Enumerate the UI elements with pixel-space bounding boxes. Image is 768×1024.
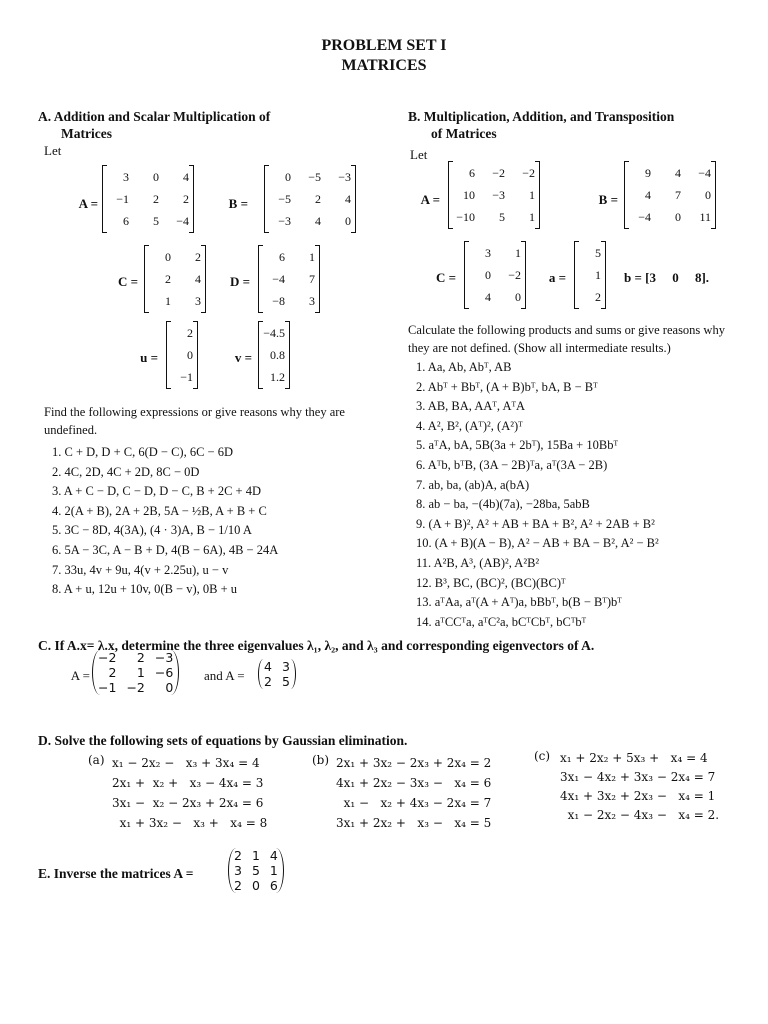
list-item: 10. (A + B)(A − B), A² − AB + BA − B², A² − B² xyxy=(416,536,659,551)
matrix-entry: 3 xyxy=(195,293,201,308)
matrix-entry: 4 xyxy=(345,191,351,206)
section-b-let: Let xyxy=(410,147,428,162)
section-b-heading: B. Multiplication, Addition, and Transposition xyxy=(408,109,675,124)
b-matrix-A-label: A = xyxy=(420,192,440,207)
list-item: 3. AB, BA, AAᵀ, AᵀA xyxy=(416,399,526,414)
matrix-entry: 2 xyxy=(234,848,242,863)
matrix-entry: 0 xyxy=(675,209,681,224)
matrix-entry: 7 xyxy=(309,271,315,286)
section-c-heading: C. If A.x= λ.x, determine the three eigenvalues λ₁, λ₂, and λ₃ and corresponding eigenvectors of A. xyxy=(38,638,595,653)
matrix-entry: 0 xyxy=(251,878,260,893)
matrix-entry: 2 xyxy=(595,289,601,304)
b-matrix-C-label: C = xyxy=(435,270,456,285)
b-vector-a xyxy=(574,242,606,308)
a-vector-v xyxy=(258,322,290,388)
section-b-problem-list xyxy=(416,358,659,632)
c-matrix-A xyxy=(92,650,179,695)
matrix-entry: 0 xyxy=(165,680,174,695)
c-matrix-A-label: A = xyxy=(70,668,90,683)
matrix-entry: 0.8 xyxy=(270,347,285,362)
matrix-entry: 1 xyxy=(595,267,601,282)
matrix-entry: 5 xyxy=(251,863,260,878)
a-matrix-A xyxy=(102,166,194,232)
matrix-entry: −2 xyxy=(522,165,535,180)
matrix-entry: 2 xyxy=(234,878,242,893)
matrix-entry: 5 xyxy=(153,213,159,228)
matrix-entry: −4 xyxy=(698,165,711,180)
matrix-entry: 1.2 xyxy=(270,369,285,384)
list-item: x₁ + 3x₂ − x₃ + x₄ = 8 xyxy=(112,816,268,830)
section-a-heading: A. Addition and Scalar Multiplication of xyxy=(38,109,271,124)
matrix-entry: −1 xyxy=(180,369,193,384)
matrix-entry: 1 xyxy=(529,187,535,202)
b-vector-a-label: a = xyxy=(548,270,566,285)
matrix-entry: 0 xyxy=(705,187,711,202)
section-a-problem-list xyxy=(52,443,278,600)
matrix-entry: −10 xyxy=(456,209,475,224)
matrix-entry: −2 xyxy=(508,267,521,282)
matrix-entry: −2 xyxy=(98,650,117,665)
matrix-entry: 4 xyxy=(264,659,272,674)
list-item: x₁ − 2x₂ − 4x₃ − x₄ = 2. xyxy=(560,808,720,822)
list-item: 12. B³, BC, (BC)², (BC)(BC)ᵀ xyxy=(416,575,566,590)
matrix-entry: 1 xyxy=(309,249,315,264)
matrix-entry: 1 xyxy=(136,665,145,680)
matrix-entry: 1 xyxy=(269,863,278,878)
matrix-entry: −3 xyxy=(338,169,351,184)
matrix-entry: 4 xyxy=(195,271,201,286)
list-item: 6. Aᵀb, bᵀB, (3A − 2B)ᵀa, aᵀ(3A − 2B) xyxy=(416,457,608,472)
matrix-entry: 4 xyxy=(645,187,651,202)
list-item: 3. A + C − D, C − D, D − C, B + 2C + 4D xyxy=(52,484,261,499)
matrix-entry: −6 xyxy=(154,665,174,680)
matrix-entry: 5 xyxy=(499,209,505,224)
list-item: 1. C + D, D + C, 6(D − C), 6C − 6D xyxy=(52,445,233,459)
a-matrix-C-label: C = xyxy=(117,274,138,289)
matrix-entry: 1 xyxy=(529,209,535,224)
section-b-heading-cont: of Matrices xyxy=(431,126,497,141)
list-item: 4x₁ + 3x₂ + 2x₃ − x₄ = 1 xyxy=(560,789,716,803)
matrix-entry: 2 xyxy=(183,191,189,206)
matrix-entry: 5 xyxy=(595,245,601,260)
a-vector-v-label: v = xyxy=(234,350,252,365)
list-item: 13. aᵀAa, aᵀ(A + Aᵀ)a, bBbᵀ, b(B − Bᵀ)bᵀ xyxy=(416,595,622,610)
matrix-entry: 4 xyxy=(315,213,321,228)
b-vector-b: b = [3 0 8]. xyxy=(624,270,710,285)
list-item: x₁ + 2x₂ + 5x₃ + x₄ = 4 xyxy=(560,751,708,765)
matrix-entry: 2 xyxy=(195,249,201,264)
matrix-entry: 0 xyxy=(187,347,193,362)
matrix-entry: 0 xyxy=(515,289,521,304)
b-matrix-B xyxy=(624,162,716,228)
b-matrix-A xyxy=(448,162,540,228)
matrix-entry: 1 xyxy=(515,245,521,260)
matrix-entry: −4 xyxy=(176,213,189,228)
e-matrix-A xyxy=(228,848,284,893)
a-vector-u xyxy=(166,322,198,388)
matrix-entry: 0 xyxy=(345,213,351,228)
matrix-entry: −3 xyxy=(278,213,291,228)
matrix-entry: 4 xyxy=(675,165,681,180)
c-matrix-A2 xyxy=(258,659,296,689)
list-item: x₁ − x₂ + 4x₃ − 2x₄ = 7 xyxy=(336,796,492,810)
matrix-entry: 4 xyxy=(485,289,491,304)
matrix-entry: −8 xyxy=(272,293,285,308)
list-item: 7. ab, ba, (ab)A, a(bA) xyxy=(416,477,530,492)
a-matrix-B xyxy=(264,166,356,232)
matrix-entry: 6 xyxy=(269,878,278,893)
matrix-entry: −5 xyxy=(278,191,291,206)
matrix-entry: 2 xyxy=(187,325,193,340)
matrix-entry: −4 xyxy=(272,271,285,286)
section-a-let: Let xyxy=(44,143,62,158)
matrix-entry: 6 xyxy=(279,249,285,264)
matrix-entry: 4 xyxy=(183,169,189,184)
list-item: 7. 33u, 4v + 9u, 4(v + 2.25u), u − v xyxy=(52,562,229,577)
a-matrix-C xyxy=(144,246,206,312)
list-item: 2. 4C, 2D, 4C + 2D, 8C − 0D xyxy=(52,464,200,479)
list-item: 3x₁ − 4x₂ + 3x₃ − 2x₄ = 7 xyxy=(560,770,716,784)
matrix-entry: −4.5 xyxy=(263,325,285,340)
matrix-entry: −2 xyxy=(126,680,145,695)
list-item: 6. 5A − 3C, A − B + D, 4(B − 6A), 4B − 24A xyxy=(52,542,279,557)
d-system-b xyxy=(336,753,491,833)
d-system-a xyxy=(112,753,267,833)
matrix-entry: 2 xyxy=(165,271,171,286)
matrix-entry: 11 xyxy=(699,209,711,224)
list-item: 1. Aa, Ab, Abᵀ, AB xyxy=(416,360,512,374)
list-item: 2. Abᵀ + Bbᵀ, (A + B)bᵀ, bA, B − Bᵀ xyxy=(416,379,598,394)
list-item: 5. aᵀA, bA, 5B(3a + 2bᵀ), 15Ba + 10Bbᵀ xyxy=(416,438,618,453)
list-item: 9. (A + B)², A² + AB + BA + B², A² + 2AB + B² xyxy=(416,516,655,531)
page-title: PROBLEM SET I xyxy=(321,37,447,54)
list-item: 8. A + u, 12u + 10v, 0(B − v), 0B + u xyxy=(52,582,238,597)
matrix-entry: 7 xyxy=(675,187,681,202)
matrix-entry: −3 xyxy=(492,187,505,202)
list-item: 3x₁ − x₂ − 2x₃ + 2x₄ = 6 xyxy=(112,796,264,810)
matrix-entry: 6 xyxy=(123,213,129,228)
section-b-instructions: Calculate the following products and sums or give reasons why they are not defined. (Show all intermediate results.) xyxy=(408,323,725,355)
matrix-entry: 3 xyxy=(123,169,129,184)
list-item: 4x₁ + 2x₂ − 3x₃ − x₄ = 6 xyxy=(336,776,492,790)
list-item: 3x₁ + 2x₂ + x₃ − x₄ = 5 xyxy=(336,816,492,830)
d-system-b-label: (b) xyxy=(312,753,330,767)
matrix-entry: 0 xyxy=(165,249,171,264)
matrix-entry: 10 xyxy=(463,187,475,202)
d-system-c-label: (c) xyxy=(534,749,551,763)
d-system-c xyxy=(560,749,719,825)
matrix-entry: 3 xyxy=(234,863,242,878)
matrix-entry: 2 xyxy=(315,191,321,206)
a-matrix-D-label: D = xyxy=(229,274,250,289)
list-item: 4. 2(A + B), 2A + 2B, 5A − ½B, A + B + C xyxy=(52,503,267,518)
list-item: 2x₁ + x₂ + x₃ − 4x₄ = 3 xyxy=(112,776,264,790)
matrix-entry: 3 xyxy=(485,245,491,260)
matrix-entry: −4 xyxy=(638,209,651,224)
a-matrix-A-label: A = xyxy=(78,196,98,211)
matrix-entry: 3 xyxy=(281,659,290,674)
list-item: 11. A²B, A³, (AB)², A²B² xyxy=(416,555,540,570)
matrix-entry: 0 xyxy=(285,169,291,184)
matrix-entry: 2 xyxy=(108,665,117,680)
a-matrix-B-label: B = xyxy=(228,196,248,211)
list-item: 4. A², B², (Aᵀ)², (A²)ᵀ xyxy=(416,418,523,433)
matrix-entry: 3 xyxy=(309,293,315,308)
matrix-entry: 1 xyxy=(165,293,171,308)
matrix-entry: −1 xyxy=(116,191,129,206)
page-subtitle: MATRICES xyxy=(341,57,427,74)
matrix-entry: 2 xyxy=(136,650,145,665)
matrix-entry: 2 xyxy=(153,191,159,206)
list-item: 8. ab − ba, −(4b)(7a), −28ba, 5abB xyxy=(416,497,590,512)
matrix-entry: 0 xyxy=(153,169,159,184)
section-e-heading: E. Inverse the matrices A = xyxy=(38,866,194,881)
d-system-a-label: (a) xyxy=(88,753,105,767)
section-a-heading-cont: Matrices xyxy=(61,126,112,141)
matrix-entry: 0 xyxy=(485,267,491,282)
a-matrix-D xyxy=(258,246,320,312)
matrix-entry: 9 xyxy=(645,165,651,180)
matrix-entry: −1 xyxy=(98,680,117,695)
list-item: 5. 3C − 8D, 4(3A), (4 · 3)A, B − 1/10 A xyxy=(52,523,252,538)
list-item: 14. aᵀCCᵀa, aᵀC²a, bCᵀCbᵀ, bCᵀbᵀ xyxy=(416,614,587,629)
b-matrix-B-label: B = xyxy=(598,192,618,207)
a-vector-u-label: u = xyxy=(140,350,158,365)
section-d-heading: D. Solve the following sets of equations by Gaussian elimination. xyxy=(38,733,408,748)
b-matrix-C xyxy=(464,242,526,308)
c-and-label: and A = xyxy=(204,668,245,683)
matrix-entry: 4 xyxy=(269,848,278,863)
matrix-entry: −5 xyxy=(308,169,321,184)
matrix-entry: −3 xyxy=(154,650,174,665)
matrix-entry: 5 xyxy=(281,674,290,689)
list-item: 2x₁ + 3x₂ − 2x₃ + 2x₄ = 2 xyxy=(336,756,492,770)
matrix-entry: 1 xyxy=(251,848,260,863)
list-item: x₁ − 2x₂ − x₃ + 3x₄ = 4 xyxy=(112,756,260,770)
matrix-entry: −2 xyxy=(492,165,505,180)
matrix-entry: 2 xyxy=(264,674,272,689)
matrix-entry: 6 xyxy=(469,165,475,180)
section-a-instructions: Find the following expressions or give reasons why they are undefined. xyxy=(44,405,345,437)
